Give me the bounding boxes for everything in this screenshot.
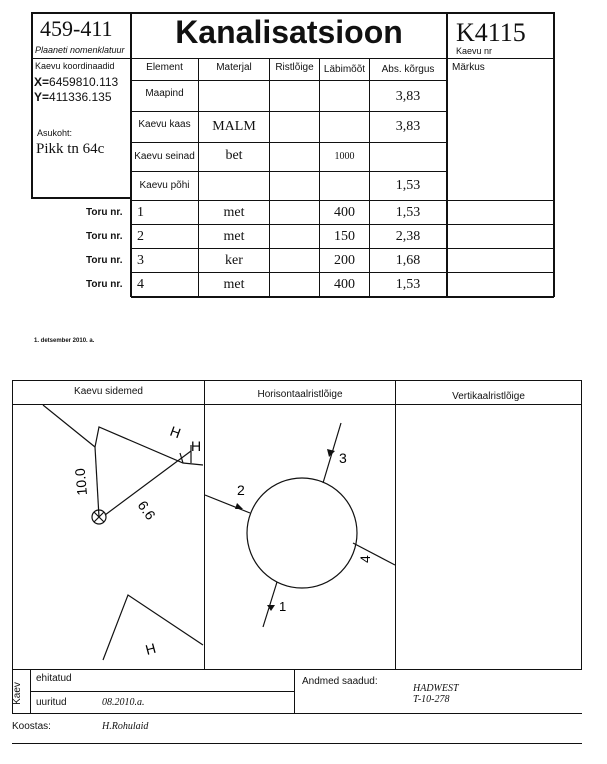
h-label-3: H: [143, 639, 158, 658]
pipe-label: Toru nr.: [86, 207, 123, 218]
date-note: 1. detsember 2010. a.: [34, 338, 95, 344]
h-label-2: H: [191, 438, 202, 454]
pipe-diameter: 400: [334, 205, 355, 220]
coords-caption: Kaevu koordinaadid: [35, 61, 115, 71]
pipe-elevation: 1,53: [395, 277, 421, 292]
pipe-label: Toru nr.: [86, 279, 123, 290]
col-elevation: Abs. kõrgus: [381, 64, 435, 75]
row-element: Kaevu seinad: [134, 151, 195, 162]
coord-x-label: X=: [34, 75, 50, 89]
row-material: MALM: [212, 119, 256, 134]
author-value: H.Rohulaid: [102, 721, 149, 732]
pipe-diameter: 200: [334, 253, 355, 268]
side-label: Kaev: [11, 682, 23, 705]
panel-vertical-title: Vertikaalristlõige: [452, 391, 525, 402]
row-elevation: 3,83: [395, 89, 421, 104]
pipe-elevation: 1,68: [395, 253, 421, 268]
h-label-1: H: [167, 422, 183, 442]
dist-a-label: 10.0: [71, 467, 90, 497]
page-title: Kanalisatsioon: [175, 14, 403, 50]
col-material: Materjal: [216, 62, 252, 73]
pipe-2-arrow: [235, 503, 243, 509]
surveyed-value: 08.2010.a.: [102, 697, 145, 708]
col-cross-section: Ristlõige: [275, 62, 314, 73]
built-label: ehitatud: [36, 673, 72, 684]
row-diameter: 1000: [334, 151, 355, 162]
horizontal-sketch: [205, 405, 395, 669]
pipe-2-label: 2: [237, 482, 245, 498]
pipe-label: Toru nr.: [86, 255, 123, 266]
pipe-num: 4: [137, 277, 144, 292]
coord-y-value: 411336.135: [49, 90, 112, 104]
col-diameter: Läbimõõt: [323, 64, 366, 75]
pipe-material: ker: [225, 253, 243, 268]
pipe-elevation: 1,53: [395, 205, 421, 220]
author-label: Koostas:: [12, 721, 51, 732]
coord-x-value: 6459810.113: [49, 75, 119, 89]
col-element: Element: [146, 62, 183, 73]
panel-ties-title: Kaevu sidemed: [74, 386, 143, 397]
pipe-4-label: 4: [357, 555, 373, 563]
col-remarks: Märkus: [452, 62, 485, 73]
pipe-elevation: 2,38: [395, 229, 421, 244]
pipe-num: 1: [137, 205, 144, 220]
sheet-number: 459-411: [40, 16, 113, 41]
pipe-diameter: 400: [334, 277, 355, 292]
row-elevation: 3,83: [395, 119, 421, 134]
row-element: Kaevu kaas: [138, 119, 191, 130]
location-value: Pikk tn 64c: [36, 141, 105, 157]
pipe-1-label: 1: [279, 599, 287, 614]
row-material: bet: [225, 148, 243, 163]
pipe-3-label: 3: [339, 450, 347, 466]
well-id: K4115: [456, 18, 526, 47]
panel-horizontal-title: Horisontaalristlõige: [257, 389, 343, 400]
row-element: Kaevu põhi: [139, 180, 190, 191]
coord-y-label: Y=: [34, 90, 50, 104]
row-element: Maapind: [145, 88, 184, 99]
coord-y: [34, 90, 112, 104]
surveyed-label: uuritud: [36, 697, 67, 708]
ties-sketch: [13, 405, 204, 669]
sheet-caption: Plaaneti nomenklatuur: [35, 45, 125, 55]
pipe-material: met: [223, 205, 245, 220]
pipe-diameter: 150: [334, 229, 355, 244]
coord-x: [34, 75, 118, 89]
well-circle: [247, 478, 357, 588]
row-elevation: 1,53: [395, 178, 421, 193]
data-from-value-2: T-10-278: [413, 694, 450, 705]
pipe-label: Toru nr.: [86, 231, 123, 242]
data-from-value-1: HADWEST: [413, 683, 459, 694]
location-caption: Asukoht:: [37, 128, 73, 138]
pipe-1-line: [263, 582, 277, 627]
pipe-num: 3: [137, 253, 144, 268]
data-from-label: Andmed saadud:: [302, 676, 378, 687]
pipe-num: 2: [137, 229, 144, 244]
well-id-caption: Kaevu nr: [456, 46, 493, 56]
tie-line-a: [95, 447, 99, 517]
pipe-material: met: [223, 277, 245, 292]
dist-b-label: 6.6: [134, 497, 159, 523]
pipe-material: met: [223, 229, 245, 244]
